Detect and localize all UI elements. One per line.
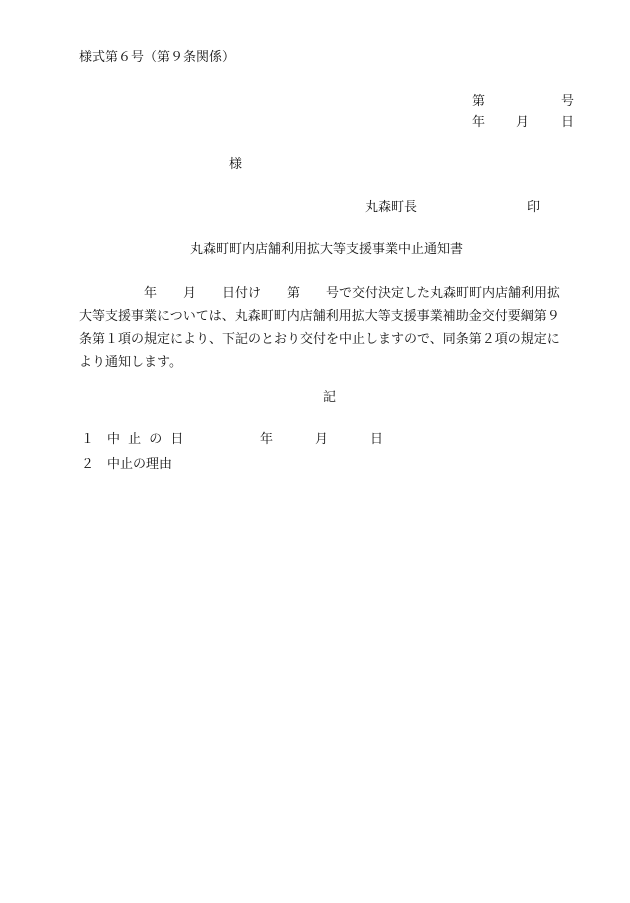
- item-label: 中止の理由: [107, 457, 173, 472]
- body-line: 年 月 日付け 第 号で交付決定した丸森町町内店舗利用拡: [79, 286, 561, 301]
- number-suffix: 号: [560, 94, 574, 109]
- number-prefix: 第: [472, 94, 486, 109]
- date-month: 月: [516, 115, 530, 130]
- addressee-suffix: 様: [229, 157, 243, 172]
- date-day: 日: [560, 115, 574, 130]
- item-label: 中 止 の 日: [107, 432, 186, 447]
- document-title: 丸森町町内店舗利用拡大等支援事業中止通知書: [190, 242, 464, 257]
- document-number-line: [472, 95, 574, 108]
- item-day: 日: [370, 432, 384, 447]
- body-paragraph: [79, 282, 585, 374]
- body-line: より通知します。: [79, 355, 182, 370]
- document-date-line: [472, 116, 574, 129]
- item-number: １: [81, 432, 95, 447]
- item-month: 月: [315, 432, 329, 447]
- form-number-label: 様式第６号（第９条関係）: [79, 50, 236, 65]
- body-line: 大等支援事業については、丸森町町内店舗利用拡大等支援事業補助金交付要綱第９: [79, 309, 560, 324]
- body-line: 条第１項の規定により、下記のとおり交付を中止しますので、同条第２項の規定に: [79, 332, 560, 347]
- item-number: ２: [81, 457, 95, 472]
- seal-mark: 印: [527, 200, 541, 215]
- issuer-title: 丸森町長: [365, 200, 418, 215]
- item-year: 年: [260, 432, 274, 447]
- date-year: 年: [472, 115, 486, 130]
- ki-heading: 記: [323, 390, 337, 405]
